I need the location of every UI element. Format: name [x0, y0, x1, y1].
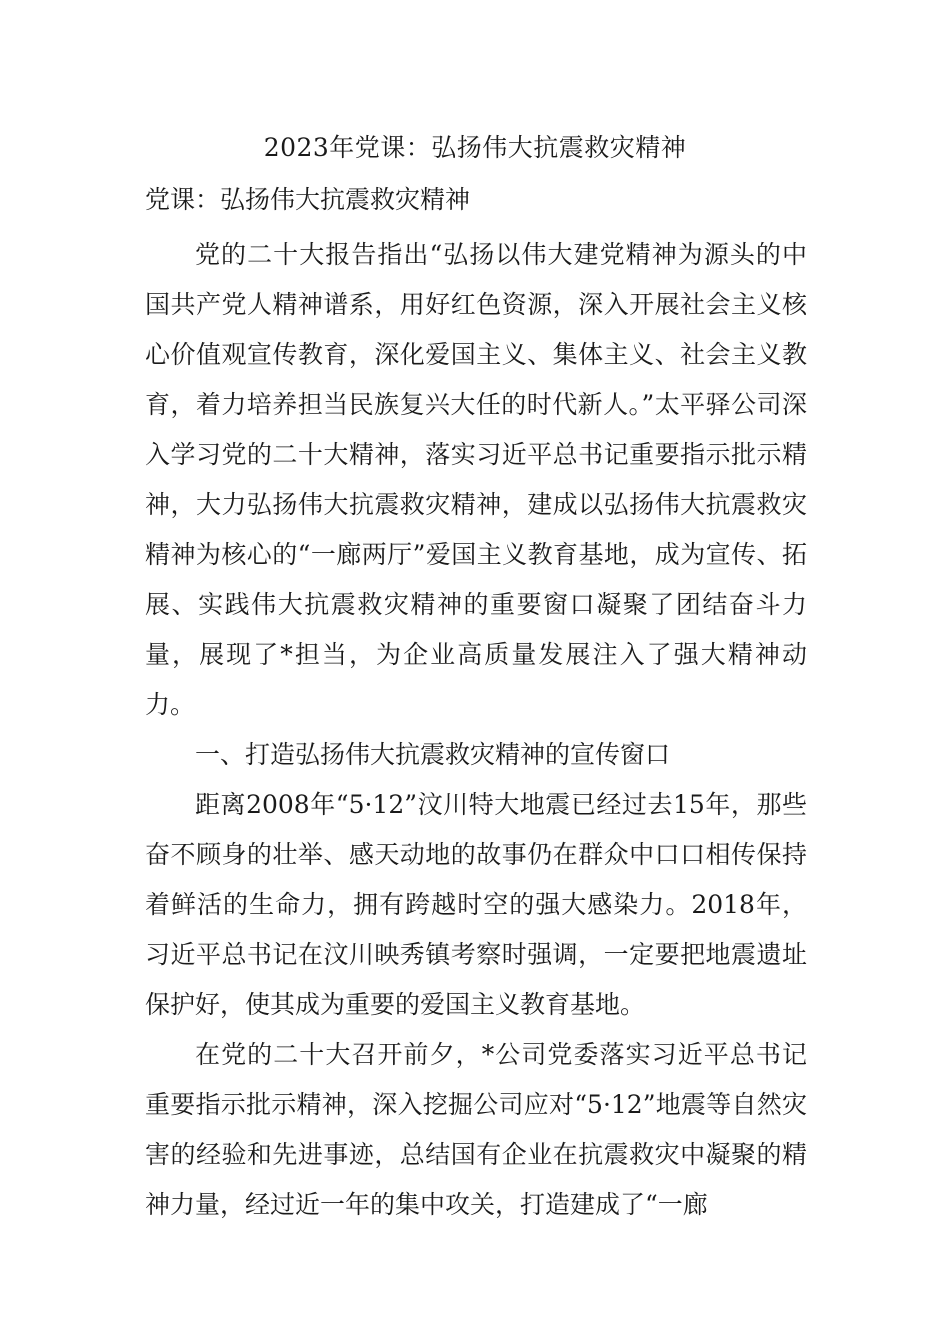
document-subtitle: 党课：弘扬伟大抗震救灾精神 [145, 185, 471, 214]
document-body [145, 230, 807, 1230]
paragraph-party-committee: 在党的二十大召开前夕，*公司党委落实习近平总书记重要指示批示精神，深入挖掘公司应对“5·12”地震等自然灾害的经验和先进事迹，总结国有企业在抗震救灾中凝聚的精神力量，经过近一年的集中攻关，打造建成了“一廊 [145, 1040, 807, 1219]
paragraph-intro: 党的二十大报告指出“弘扬以伟大建党精神为源头的中国共产党人精神谱系，用好红色资源，深入开展社会主义核心价值观宣传教育，深化爱国主义、集体主义、社会主义教育，着力培养担当民族复兴大任的时代新人。”太平驿公司深入学习党的二十大精神，落实习近平总书记重要指示批示精神，大力弘扬伟大抗震救灾精神，建成以弘扬伟大抗震救灾精神为核心的“一廊两厅”爱国主义教育基地，成为宣传、拓展、实践伟大抗震救灾精神的重要窗口凝聚了团结奋斗力量，展现了*担当，为企业高质量发展注入了强大精神动力。 [145, 240, 807, 719]
document-title: 2023年党课：弘扬伟大抗震救灾精神 [263, 133, 687, 162]
section-heading-1: 一、打造弘扬伟大抗震救灾精神的宣传窗口 [195, 740, 671, 769]
paragraph-earthquake-history: 距离2008年“5·12”汶川特大地震已经过去15年，那些奋不顾身的壮举、感天动地的故事仍在群众中口口相传保持着鲜活的生命力，拥有跨越时空的强大感染力。2018年，习近平总书记在汶川映秀镇考察时强调，一定要把地震遗址保护好，使其成为重要的爱国主义教育基地。 [145, 790, 807, 1019]
